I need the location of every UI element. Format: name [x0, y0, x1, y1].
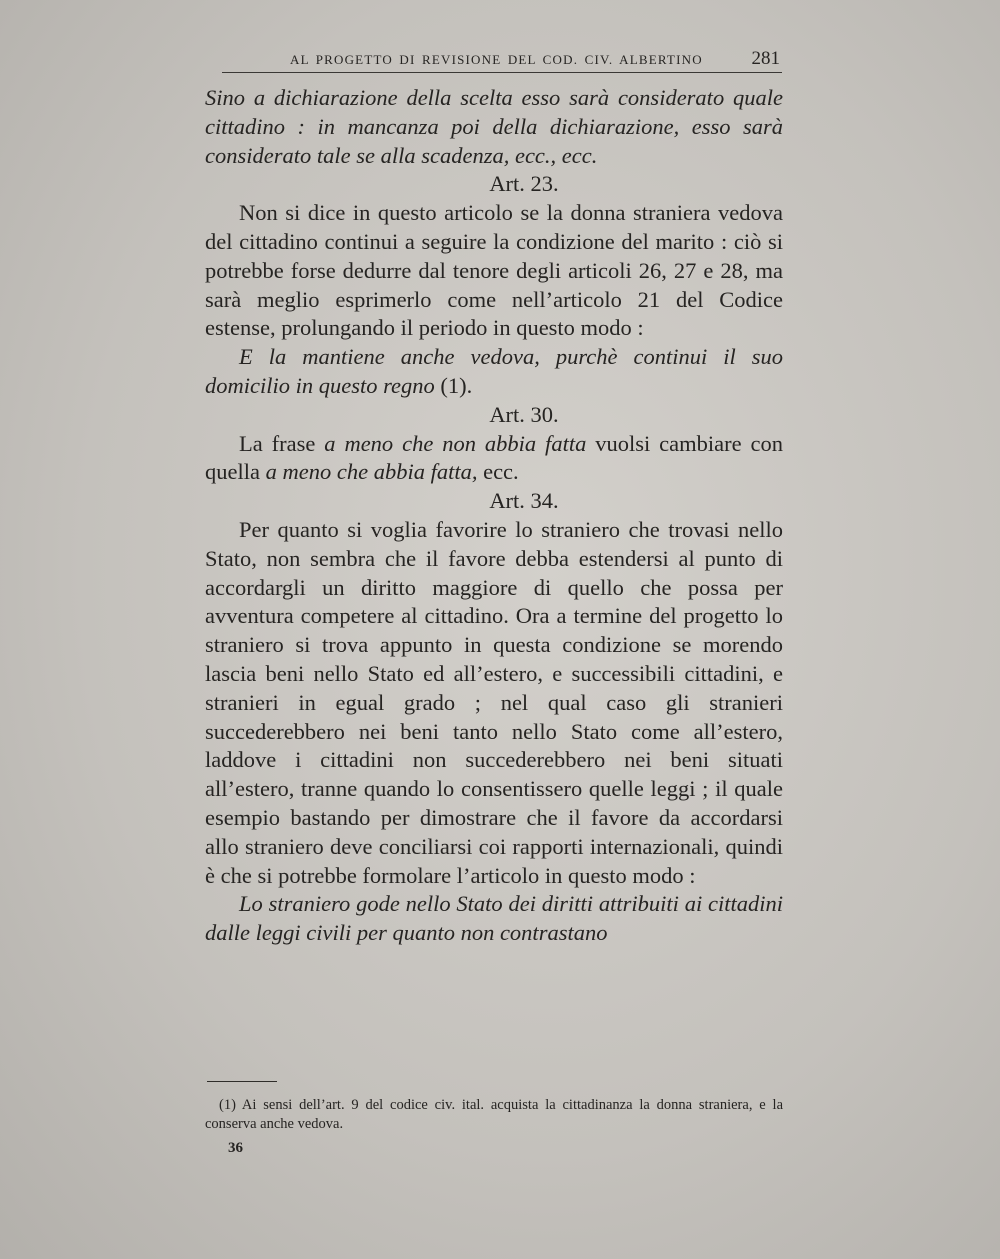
- article-30-text-1: La frase: [239, 430, 316, 456]
- header-rule: [222, 72, 782, 73]
- article-30-text-2: vuolsi cambiare con quella: [205, 430, 784, 485]
- article-23-quote-text: E la mantiene anche vedova, purchè continui il suo domicilio in questo regno: [205, 344, 783, 398]
- article-34-paragraph: Per quanto si voglia favorire lo straniero che trovasi nello Stato, non sembra che il favore debba estendersi al punto di accordargli un diritto maggiore di quello che possa per avventura competere al cittadino. Ora a termine del progetto lo straniero si trova appunto in questa condizione se morendo lascia beni nello Stato ed all’estero, e successibili cittadini, e stranieri in egual grado ; nel qual caso gli stranieri succederebbero nei beni tanto nello Stato come all’estero, laddove i cittadini non succederebbero nei beni situati all’estero, tranne quando lo consentissero quelle leggi ; il quale esempio bastando per dimostrare che il favore da accordarsi allo straniero deve conciliarsi coi rapporti internazionali, quindi è che si potrebbe formolare l’articolo in questo modo :: [205, 516, 783, 888]
- footnote-rule: [207, 1081, 277, 1082]
- article-30-italic-2: a meno che abbia fatta,: [265, 459, 478, 485]
- article-23-heading: Art. 23.: [489, 171, 559, 197]
- opening-quote: Sino a dichiarazione della scelta esso sarà considerato quale cittadino : in mancanza poi della dichiarazione, esso sarà considerato tale se alla scadenza, ecc., ecc.: [205, 85, 783, 168]
- running-title: AL PROGETTO DI REVISIONE DEL COD. CIV. ALBERTINO: [290, 52, 703, 67]
- article-23-quote: [205, 343, 783, 401]
- article-34-quote: Lo straniero gode nello Stato dei diritti attribuiti ai cittadini dalle leggi civili per quanto non contrastano: [205, 891, 783, 946]
- article-34-heading: Art. 34.: [489, 488, 559, 514]
- article-23-paragraph: Non si dice in questo articolo se la donna straniera vedova del cittadino continui a seguire la condizione del marito : ciò si potrebbe forse dedurre dal tenore degli articoli 26, 27 e 28, ma sarà meglio esprimerlo come nell’articolo 21 del Codice estense, prolungando il periodo in questo modo :: [205, 200, 783, 341]
- page-number: 281: [751, 48, 780, 69]
- footnote: [205, 1096, 783, 1134]
- article-30-text-3: ecc.: [483, 459, 519, 485]
- signature-mark: 36: [228, 1140, 243, 1156]
- article-30-paragraph: [205, 430, 783, 488]
- footnote-text: (1) Ai sensi dell’art. 9 del codice civ. ital. acquista la cittadinanza la donna straniera, e la conserva anche vedova.: [205, 1097, 783, 1132]
- main-text: [205, 84, 783, 948]
- article-30-heading: Art. 30.: [489, 401, 559, 427]
- running-head: [222, 48, 782, 74]
- article-30-italic-1: a meno che non abbia fatta: [324, 430, 587, 456]
- footnote-reference: (1).: [440, 372, 473, 398]
